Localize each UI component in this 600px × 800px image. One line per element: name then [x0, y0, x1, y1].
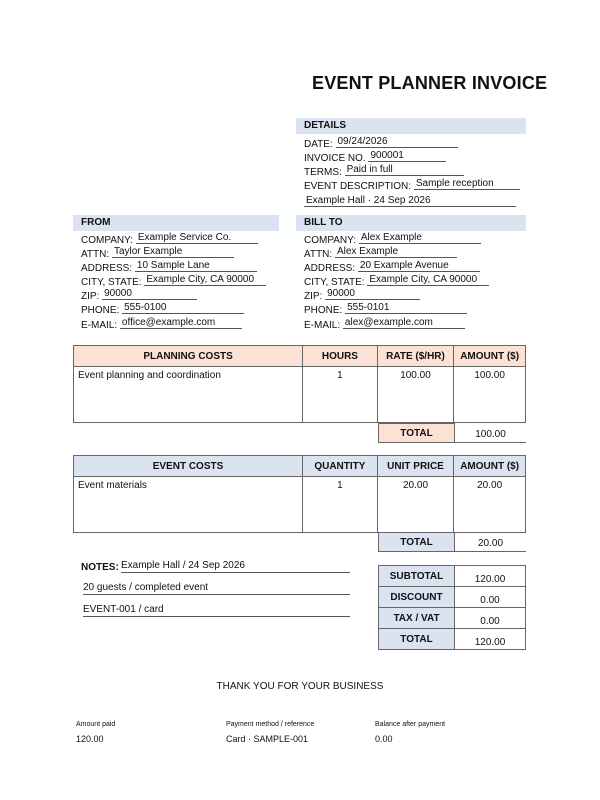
subtotal-label: SUBTOTAL — [379, 566, 455, 587]
invoice-number-field[interactable]: 900001 — [368, 150, 446, 162]
discount-row — [379, 587, 526, 608]
from-attn-field[interactable]: Taylor Example — [112, 246, 234, 258]
planning-amount-cell[interactable]: 100.00 — [454, 367, 526, 423]
details-date: DATE: 09/24/2026 — [304, 139, 458, 151]
notes-line-2[interactable]: 20 guests / completed event — [83, 582, 350, 595]
event-costs-table — [73, 455, 526, 533]
balance-value: 0.00 — [375, 734, 393, 744]
from-email-field[interactable]: office@example.com — [120, 317, 242, 329]
thank-you-message: THANK YOU FOR YOUR BUSINESS — [216, 681, 384, 692]
planning-total-label: TOTAL — [378, 423, 455, 443]
table-row — [74, 477, 526, 533]
event-description-field[interactable]: Sample reception — [414, 178, 520, 190]
event-description-line2[interactable]: Example Hall · 24 Sep 2026 — [304, 195, 516, 207]
from-heading: FROM — [73, 215, 279, 231]
planning-col-hours: HOURS — [303, 346, 378, 367]
from-phone: PHONE: 555-0100 — [81, 305, 244, 317]
balance-label: Balance after payment — [375, 721, 446, 728]
invoice-title: EVENT PLANNER INVOICE — [312, 73, 548, 93]
from-company-field[interactable]: Example Service Co. — [136, 232, 258, 244]
bill-attn-field[interactable]: Alex Example — [335, 246, 457, 258]
event-header-row — [74, 456, 526, 477]
details-description: EVENT DESCRIPTION: Sample reception — [304, 181, 520, 193]
from-email: E-MAIL: office@example.com — [81, 320, 242, 332]
grand-total-value: 120.00 — [455, 629, 526, 650]
planning-hours-cell[interactable]: 1 — [303, 367, 378, 423]
discount-value[interactable]: 0.00 — [455, 587, 526, 608]
bill-city: CITY, STATE: Example City, CA 90000 — [304, 277, 489, 289]
bill-to-heading: BILL TO — [296, 215, 526, 231]
payment-method-value: Card · SAMPLE-001 — [226, 734, 309, 744]
notes-line-3[interactable]: EVENT-001 / card — [83, 604, 350, 617]
terms-field[interactable]: Paid in full — [345, 164, 464, 176]
table-row — [74, 367, 526, 423]
payment-method-label: Payment method / reference — [226, 721, 315, 728]
planning-rate-cell[interactable]: 100.00 — [377, 367, 454, 423]
planning-col-item: PLANNING COSTS — [74, 346, 303, 367]
event-col-unit-price: UNIT PRICE — [377, 456, 454, 477]
grand-total-label: TOTAL — [379, 629, 455, 650]
summary-table — [378, 565, 526, 650]
date-field[interactable]: 09/24/2026 — [336, 136, 458, 148]
bill-address-field[interactable]: 20 Example Avenue — [358, 260, 480, 272]
notes-label: NOTES: — [81, 562, 119, 573]
tax-row — [379, 608, 526, 629]
subtotal-value: 120.00 — [455, 566, 526, 587]
details-invoice: INVOICE NO. 900001 — [304, 153, 446, 165]
discount-label: DISCOUNT — [379, 587, 455, 608]
event-col-amount: AMOUNT ($) — [454, 456, 526, 477]
planning-col-amount: AMOUNT ($) — [454, 346, 526, 367]
event-total-label: TOTAL — [378, 532, 455, 552]
planning-total-value: 100.00 — [455, 429, 526, 443]
from-attn: ATTN: Taylor Example — [81, 249, 234, 261]
event-amount-cell[interactable]: 20.00 — [454, 477, 526, 533]
bill-zip: ZIP: 90000 — [304, 291, 420, 303]
planning-header-row — [74, 346, 526, 367]
tax-label: TAX / VAT — [379, 608, 455, 629]
bill-email-field[interactable]: alex@example.com — [343, 317, 465, 329]
bill-city-field[interactable]: Example City, CA 90000 — [367, 274, 489, 286]
bill-company-field[interactable]: Alex Example — [359, 232, 481, 244]
event-col-item: EVENT COSTS — [74, 456, 303, 477]
bill-attn: ATTN: Alex Example — [304, 249, 457, 261]
from-zip: ZIP: 90000 — [81, 291, 197, 303]
bill-zip-field[interactable]: 90000 — [325, 288, 420, 300]
tax-value[interactable]: 0.00 — [455, 608, 526, 629]
from-company: COMPANY: Example Service Co. — [81, 235, 258, 247]
bill-phone: PHONE: 555-0101 — [304, 305, 467, 317]
bill-email: E-MAIL: alex@example.com — [304, 320, 465, 332]
from-phone-field[interactable]: 555-0100 — [122, 302, 244, 314]
bill-company: COMPANY: Alex Example — [304, 235, 481, 247]
details-terms: TERMS: Paid in full — [304, 167, 464, 179]
details-heading: DETAILS — [296, 118, 526, 134]
from-address: ADDRESS: 10 Sample Lane — [81, 263, 257, 275]
from-city: CITY, STATE: Example City, CA 90000 — [81, 277, 266, 289]
amount-paid-label: Amount paid — [76, 721, 116, 728]
planning-col-rate: RATE ($/HR) — [377, 346, 454, 367]
amount-paid-value: 120.00 — [76, 734, 104, 744]
from-zip-field[interactable]: 90000 — [102, 288, 197, 300]
planning-item-cell[interactable]: Event planning and coordination — [74, 367, 303, 423]
bill-phone-field[interactable]: 555-0101 — [345, 302, 467, 314]
notes-line-1[interactable]: Example Hall / 24 Sep 2026 — [121, 560, 350, 573]
details-description-2 — [304, 195, 516, 207]
from-address-field[interactable]: 10 Sample Lane — [135, 260, 257, 272]
event-col-quantity: QUANTITY — [303, 456, 378, 477]
grand-total-row — [379, 629, 526, 650]
subtotal-row — [379, 566, 526, 587]
from-city-field[interactable]: Example City, CA 90000 — [144, 274, 266, 286]
event-item-cell[interactable]: Event materials — [74, 477, 303, 533]
planning-costs-table — [73, 345, 526, 423]
event-unit-price-cell[interactable]: 20.00 — [377, 477, 454, 533]
event-quantity-cell[interactable]: 1 — [303, 477, 378, 533]
bill-address: ADDRESS: 20 Example Avenue — [304, 263, 480, 275]
event-total-value: 20.00 — [455, 538, 526, 552]
